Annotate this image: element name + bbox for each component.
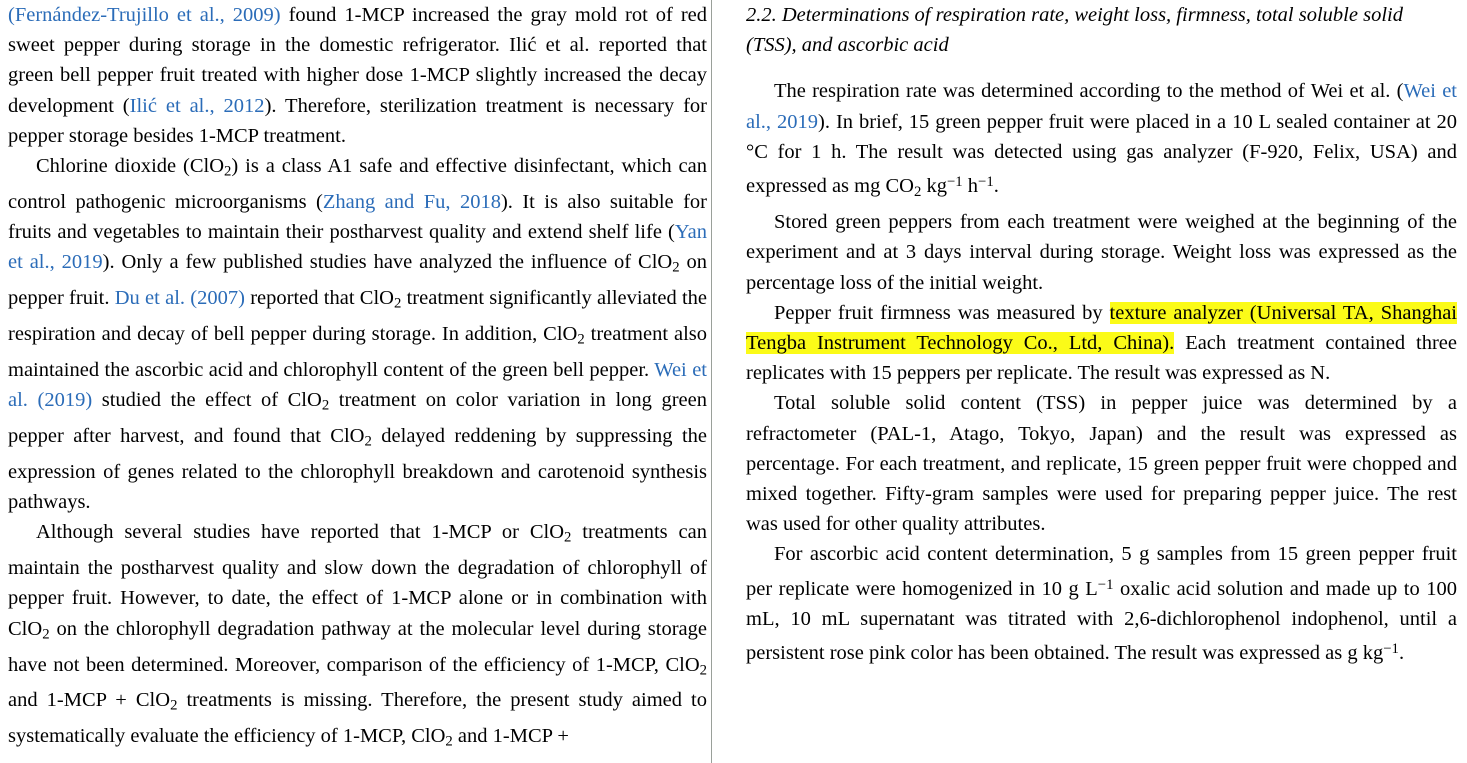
body-text: Total soluble solid content (TSS) in pepper juice was determined by a refractometer (PAL-1, Atago, Tokyo, Japan) and the result was expressed as percentage. For each treatment, and replicate, 15 green pepper fruit were chopped and mixed together. Fifty-gram samples were used for preparing pepper juice. The rest was used for other quality attributes. [746,392,1457,536]
citation-link[interactable]: Du et al. (2007) [114,287,245,310]
body-text: and 1-MCP + [452,725,569,748]
subscript: 2 [913,183,922,200]
subscript: 2 [672,260,680,276]
paragraph-2 [8,151,707,517]
subscript: 2 [42,626,50,643]
body-text: . [993,175,999,198]
body-text: treatments is missing. Therefore, the present study aimed to systematically evaluate the efficiency of 1-MCP, ClO [8,689,707,748]
section-number: 2.2. [746,4,777,26]
superscript: −1 [978,174,994,191]
body-text: ). Only a few published studies have analyzed the influence of ClO [102,251,673,274]
subscript: 2 [321,397,330,414]
body-text: Although several studies have reported that 1-MCP or ClO [36,521,565,544]
paragraph-r1 [746,76,1457,207]
citation-link[interactable]: Wei et al., 2019 [746,80,1458,133]
body-text: The respiration rate was determined according to the method of Wei et al. ( [774,80,1404,103]
body-text: ). In brief, 15 green pepper fruit were placed in a 10 L sealed container at 20 °C for 1 h. The result was detected using gas analyzer (F-920, Felix, USA) and expressed as mg CO [746,110,1457,198]
paragraph-1 [8,0,707,151]
body-text: For ascorbic acid content determination, 5 g samples from 15 green pepper fruit per replicate were homogenized in 10 g L [746,543,1457,600]
subscript: 2 [364,433,372,450]
superscript: −1 [946,174,963,191]
right-text-column [712,0,1467,763]
body-text: on pepper fruit. [8,251,708,310]
body-text: ) is a class A1 safe and effective disinfectant, which can control pathogenic microorganisms ( [8,155,707,213]
body-text: treatment significantly alleviated the respiration and decay of bell pepper during storage. In addition, ClO [8,287,708,346]
superscript: −1 [1097,576,1114,593]
paragraph-r2 [746,207,1457,298]
body-text: Chlorine dioxide (ClO [36,155,225,178]
paragraph-r5 [746,539,1457,668]
body-text: and 1-MCP + ClO [8,689,171,712]
body-text: ). It is also suitable for fruits and vegetables to maintain their postharvest quality and extend shelf life ( [8,190,707,244]
paragraph-3 [8,517,707,757]
body-text: found 1-MCP increased the gray mold rot of red sweet pepper during storage in the domestic refrigerator. Ilić et al. reported that green bell pepper fruit treated with higher dose 1-MCP slightly increased the decay development ( [8,4,707,117]
body-text: ). Therefore, sterilization treatment is necessary for pepper storage besides 1-MCP treatment. [8,94,708,147]
paragraph-r4 [746,388,1457,539]
subscript: 2 [393,295,402,312]
citation-link[interactable]: Wei et al. (2019) [8,358,708,412]
paragraph-r3 [746,298,1457,389]
subscript: 2 [699,662,707,679]
section-title: Determinations of respiration rate, weight loss, firmness, total soluble solid (TSS), and ascorbic acid [746,4,1403,57]
body-text: treatment also maintained the ascorbic acid and chlorophyll content of the green bell pepper. [8,323,708,381]
body-text: oxalic acid solution and made up to 100 mL, 10 mL supernatant was titrated with 2,6-dichlorophenol indophenol, until a persistent rose pink color has been obtained. The result was expressed as g kg [746,577,1458,665]
superscript: −1 [1383,641,1399,658]
left-text-column [0,0,712,763]
body-text: treatment on color variation in long green pepper after harvest, and found that ClO [8,389,707,448]
body-text: on the chlorophyll degradation pathway at the molecular level during storage have not been determined. Moreover, comparison of the efficiency of 1-MCP, ClO [8,617,707,676]
body-text: h [962,175,979,198]
body-text: . [1398,642,1405,665]
section-heading [746,0,1457,60]
body-text: Stored green peppers from each treatment were weighed at the beginning of the experiment and at 3 days interval during storage. Weight loss was expressed as the percentage loss of the initial weight. [746,211,1457,294]
body-text: treatments can maintain the postharvest quality and slow down the degradation of chlorophyll of pepper fruit. However, to date, the effect of 1-MCP alone or in combination with ClO [8,521,707,640]
body-text: Pepper fruit firmness was measured by [774,301,1110,324]
citation-link[interactable]: (Fernández-Trujillo et al., 2009) [8,4,281,26]
body-text: reported that ClO [244,287,394,310]
subscript: 2 [224,163,232,180]
subscript: 2 [564,530,572,547]
subscript: 2 [577,331,585,348]
citation-link[interactable]: Yan et al., 2019 [8,221,707,274]
body-text: studied the effect of ClO [92,389,322,412]
subscript: 2 [445,734,453,751]
body-text: Each treatment contained three replicates with 15 peppers per replicate. The result was expressed as N. [746,331,1457,385]
body-text: delayed reddening by suppressing the expression of genes related to the chlorophyll breakdown and carotenoid synthesis pathways. [8,425,708,514]
citation-link[interactable]: Zhang and Fu, 2018 [322,190,501,213]
body-text: kg [921,175,947,198]
subscript: 2 [170,698,178,715]
citation-link[interactable]: Ilić et al., 2012 [129,94,265,117]
highlighted-text: texture analyzer (Universal TA, Shanghai Tengba Instrument Technology Co., Ltd, China). [746,301,1458,354]
